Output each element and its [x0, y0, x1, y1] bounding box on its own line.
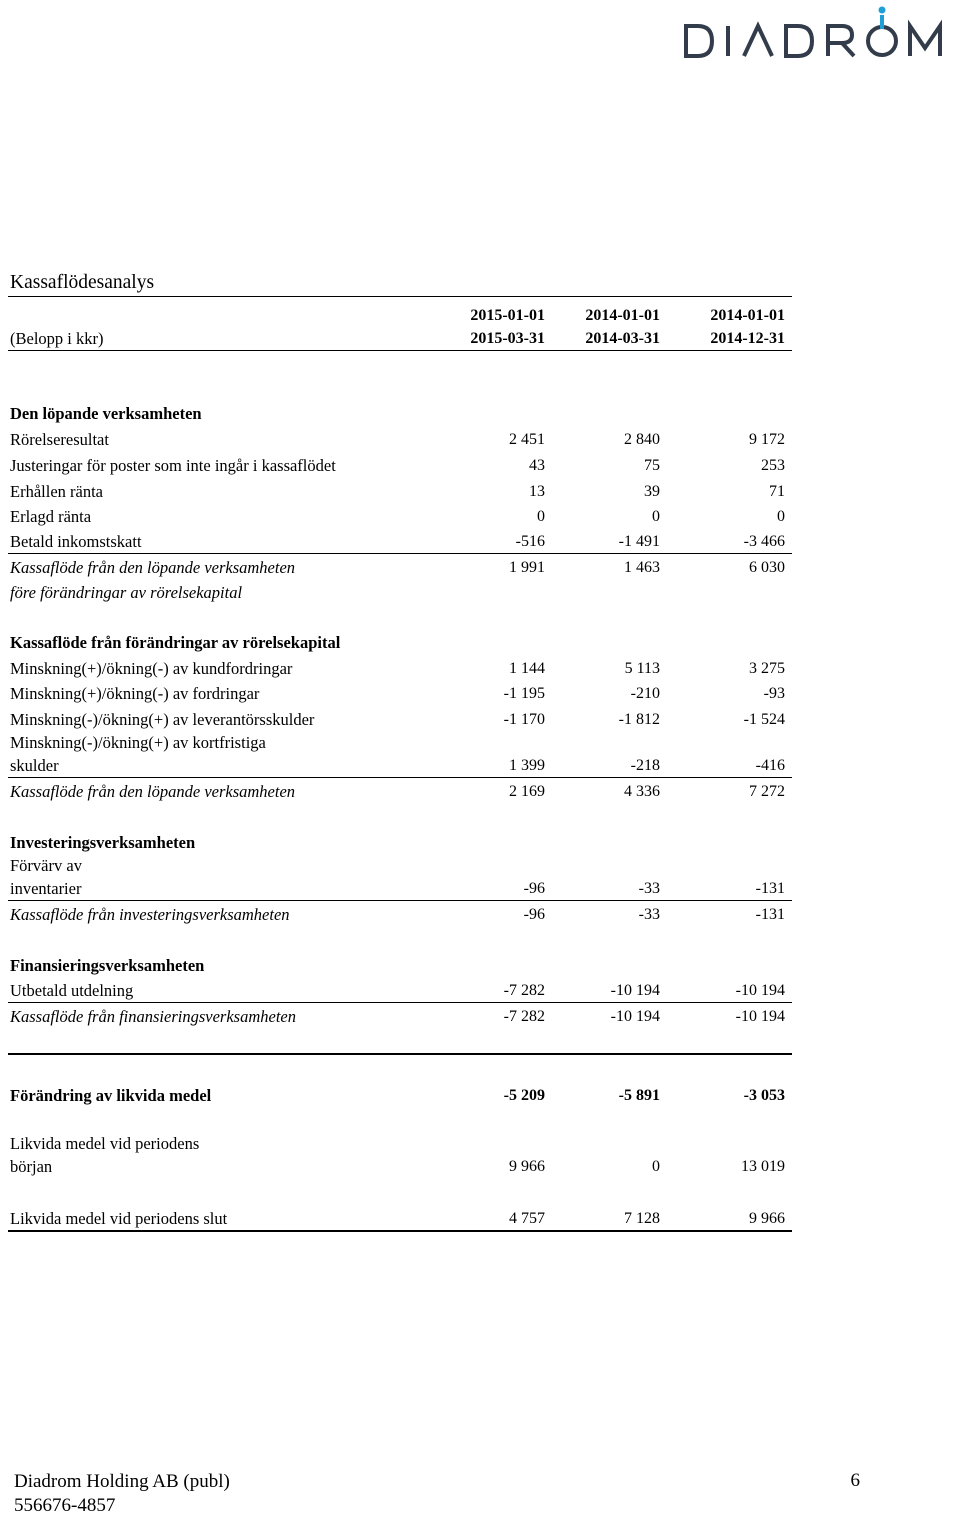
header-bottom-rule: [8, 350, 792, 351]
row-rule: [8, 553, 792, 554]
footer-company: Diadrom Holding AB (publ): [14, 1471, 230, 1492]
page-title: Kassaflödesanalys: [10, 272, 155, 293]
col1-from: 2015-01-01: [470, 307, 545, 324]
diadrom-logo: [660, 0, 960, 70]
row-rule: [8, 777, 792, 778]
col2-from: 2014-01-01: [585, 307, 660, 324]
unit-label: (Belopp i kkr): [10, 329, 104, 348]
footer-org-number: 556676-4857: [14, 1495, 116, 1516]
diadrom-logo-mark: [660, 0, 960, 70]
col3-from: 2014-01-01: [710, 307, 785, 324]
footer: [14, 1470, 230, 1518]
section-rule: [8, 1053, 792, 1055]
row-rule: [8, 1002, 792, 1003]
row-rule: [8, 900, 792, 901]
col3-to: 2014-12-31: [710, 330, 785, 347]
col1-to: 2015-03-31: [470, 330, 545, 347]
col2-to: 2014-03-31: [585, 330, 660, 347]
page-number: 6: [850, 1470, 860, 1491]
closing-rule: [8, 1230, 792, 1232]
table-top-rule: [8, 296, 792, 297]
